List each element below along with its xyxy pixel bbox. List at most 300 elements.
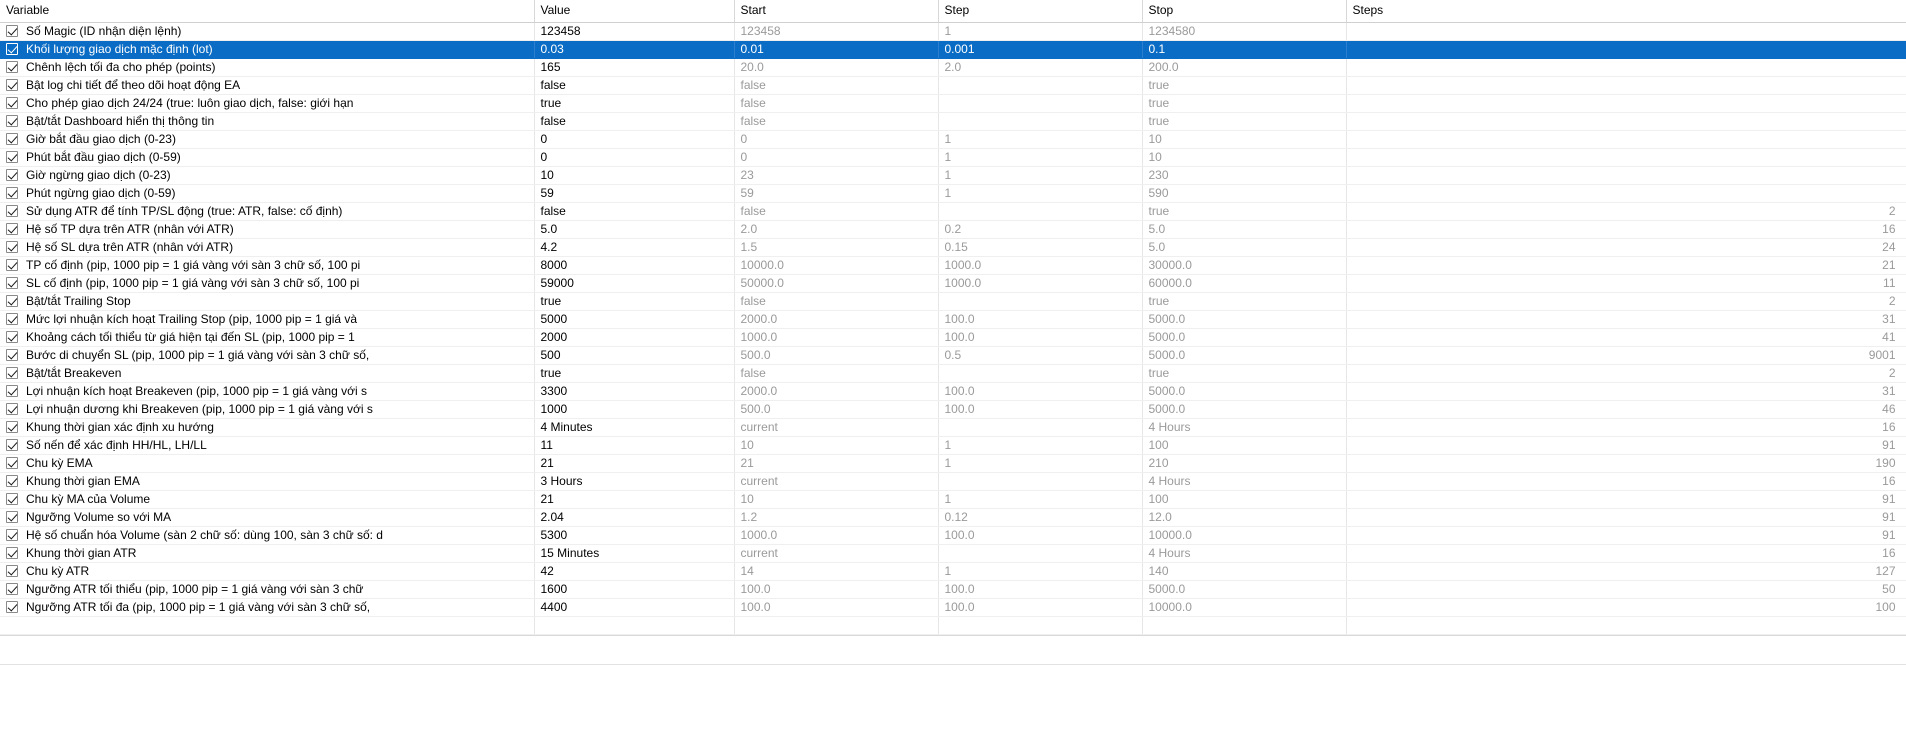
cell-start[interactable]: current — [734, 544, 938, 562]
cell-step[interactable]: 1000.0 — [938, 274, 1142, 292]
row-checkbox[interactable] — [6, 25, 18, 37]
cell-step[interactable]: 1 — [938, 22, 1142, 40]
cell-empty — [1142, 616, 1346, 634]
table-row[interactable] — [0, 310, 1906, 328]
cell-steps[interactable]: 16 — [1346, 220, 1906, 238]
cell-stop[interactable]: 5000.0 — [1142, 382, 1346, 400]
table-row[interactable] — [0, 292, 1906, 310]
cell-steps[interactable] — [1346, 130, 1906, 148]
cell-start[interactable]: 2.0 — [734, 220, 938, 238]
table-row[interactable] — [0, 58, 1906, 76]
cell-start[interactable]: false — [734, 76, 938, 94]
cell-step[interactable]: 1 — [938, 184, 1142, 202]
cell-stop[interactable]: true — [1142, 202, 1346, 220]
row-checkbox[interactable] — [6, 313, 18, 325]
cell-variable[interactable] — [0, 166, 534, 184]
cell-step[interactable]: 100.0 — [938, 382, 1142, 400]
cell-step[interactable]: 0.12 — [938, 508, 1142, 526]
cell-variable[interactable] — [0, 328, 534, 346]
cell-value[interactable]: 1600 — [534, 580, 734, 598]
cell-steps[interactable]: 91 — [1346, 526, 1906, 544]
table-row[interactable] — [0, 598, 1906, 616]
cell-step[interactable]: 1 — [938, 490, 1142, 508]
variable-label: Chu kỳ ATR — [26, 563, 90, 578]
variable-label: TP cố định (pip, 1000 pip = 1 giá vàng với sàn 3 chữ số, 100 pi — [26, 257, 361, 272]
cell-steps[interactable]: 41 — [1346, 328, 1906, 346]
row-checkbox[interactable] — [6, 223, 18, 235]
cell-value[interactable]: 5.0 — [534, 220, 734, 238]
cell-step[interactable] — [938, 544, 1142, 562]
cell-start[interactable]: 21 — [734, 454, 938, 472]
variable-label: Bật log chi tiết để theo dõi hoạt động EA — [26, 77, 241, 92]
table-row[interactable] — [0, 202, 1906, 220]
table-row[interactable] — [0, 418, 1906, 436]
cell-stop[interactable]: 140 — [1142, 562, 1346, 580]
table-row[interactable] — [0, 256, 1906, 274]
cell-stop[interactable]: 5.0 — [1142, 220, 1346, 238]
cell-value[interactable]: 15 Minutes — [534, 544, 734, 562]
cell-step[interactable]: 0.001 — [938, 40, 1142, 58]
cell-steps[interactable]: 16 — [1346, 472, 1906, 490]
cell-step[interactable] — [938, 418, 1142, 436]
cell-start[interactable]: 10 — [734, 490, 938, 508]
row-checkbox[interactable] — [6, 349, 18, 361]
row-checkbox[interactable] — [6, 295, 18, 307]
cell-variable[interactable] — [0, 40, 534, 58]
cell-value[interactable]: 500 — [534, 346, 734, 364]
cell-steps[interactable]: 91 — [1346, 436, 1906, 454]
cell-value[interactable]: 42 — [534, 562, 734, 580]
cell-step[interactable] — [938, 76, 1142, 94]
cell-empty — [0, 616, 534, 634]
table-row[interactable] — [0, 130, 1906, 148]
table-row[interactable] — [0, 40, 1906, 58]
cell-start[interactable]: 50000.0 — [734, 274, 938, 292]
cell-steps[interactable] — [1346, 58, 1906, 76]
cell-stop[interactable]: 10000.0 — [1142, 598, 1346, 616]
cell-value[interactable]: 4 Minutes — [534, 418, 734, 436]
cell-steps[interactable]: 16 — [1346, 418, 1906, 436]
row-checkbox[interactable] — [6, 457, 18, 469]
cell-value[interactable]: false — [534, 202, 734, 220]
row-checkbox[interactable] — [6, 277, 18, 289]
cell-stop[interactable]: 1234580 — [1142, 22, 1346, 40]
table-row[interactable] — [0, 580, 1906, 598]
cell-start[interactable]: 1.5 — [734, 238, 938, 256]
cell-start[interactable]: 14 — [734, 562, 938, 580]
row-checkbox[interactable] — [6, 79, 18, 91]
table-row[interactable] — [0, 526, 1906, 544]
cell-steps[interactable]: 190 — [1346, 454, 1906, 472]
cell-variable[interactable] — [0, 400, 534, 418]
cell-variable[interactable] — [0, 94, 534, 112]
table-row[interactable] — [0, 220, 1906, 238]
row-checkbox[interactable] — [6, 565, 18, 577]
cell-steps[interactable]: 24 — [1346, 238, 1906, 256]
cell-value[interactable]: 3300 — [534, 382, 734, 400]
cell-steps[interactable]: 11 — [1346, 274, 1906, 292]
cell-variable[interactable] — [0, 310, 534, 328]
cell-start[interactable]: 0 — [734, 148, 938, 166]
cell-step[interactable] — [938, 292, 1142, 310]
cell-steps[interactable]: 100 — [1346, 598, 1906, 616]
cell-stop[interactable]: 230 — [1142, 166, 1346, 184]
cell-value[interactable]: 0.03 — [534, 40, 734, 58]
table-row[interactable] — [0, 436, 1906, 454]
row-checkbox[interactable] — [6, 259, 18, 271]
table-row[interactable] — [0, 544, 1906, 562]
cell-stop[interactable]: 5.0 — [1142, 238, 1346, 256]
cell-steps[interactable] — [1346, 184, 1906, 202]
row-checkbox[interactable] — [6, 403, 18, 415]
variable-label: SL cố định (pip, 1000 pip = 1 giá vàng với sàn 3 chữ số, 100 pi — [26, 275, 360, 290]
variable-label: Bật/tắt Dashboard hiển thị thông tin — [26, 113, 215, 128]
cell-value[interactable]: true — [534, 364, 734, 382]
variable-label: Khối lượng giao dịch mặc định (lot) — [26, 41, 213, 56]
cell-steps[interactable]: 31 — [1346, 382, 1906, 400]
column-header-variable[interactable]: Variable — [0, 0, 534, 22]
row-checkbox[interactable] — [6, 475, 18, 487]
cell-variable[interactable] — [0, 148, 534, 166]
row-checkbox[interactable] — [6, 367, 18, 379]
table-row[interactable] — [0, 76, 1906, 94]
row-checkbox[interactable] — [6, 205, 18, 217]
cell-value[interactable]: 5000 — [534, 310, 734, 328]
cell-start[interactable]: 10000.0 — [734, 256, 938, 274]
cell-value[interactable]: 10 — [534, 166, 734, 184]
cell-variable[interactable] — [0, 454, 534, 472]
cell-start[interactable]: 2000.0 — [734, 310, 938, 328]
cell-step[interactable]: 1 — [938, 130, 1142, 148]
table-row[interactable] — [0, 112, 1906, 130]
cell-variable[interactable] — [0, 76, 534, 94]
cell-value[interactable]: 165 — [534, 58, 734, 76]
cell-steps[interactable] — [1346, 94, 1906, 112]
cell-variable[interactable] — [0, 220, 534, 238]
cell-stop[interactable]: 100 — [1142, 436, 1346, 454]
cell-start[interactable]: 59 — [734, 184, 938, 202]
table-header — [0, 0, 1906, 22]
cell-start[interactable]: 500.0 — [734, 346, 938, 364]
cell-steps[interactable] — [1346, 76, 1906, 94]
cell-stop[interactable]: 10 — [1142, 148, 1346, 166]
table-row[interactable] — [0, 562, 1906, 580]
cell-start[interactable]: 20.0 — [734, 58, 938, 76]
row-checkbox[interactable] — [6, 61, 18, 73]
cell-variable[interactable] — [0, 544, 534, 562]
table-row[interactable] — [0, 184, 1906, 202]
cell-step[interactable] — [938, 472, 1142, 490]
cell-stop[interactable]: 60000.0 — [1142, 274, 1346, 292]
table-row[interactable] — [0, 400, 1906, 418]
cell-step[interactable]: 100.0 — [938, 526, 1142, 544]
variable-label: Sử dụng ATR để tính TP/SL động (true: ATR, false: cố định) — [26, 203, 343, 218]
cell-step[interactable]: 1 — [938, 454, 1142, 472]
cell-value[interactable]: 4400 — [534, 598, 734, 616]
cell-step[interactable]: 1 — [938, 562, 1142, 580]
row-checkbox[interactable] — [6, 493, 18, 505]
cell-stop[interactable]: true — [1142, 112, 1346, 130]
cell-steps[interactable]: 2 — [1346, 292, 1906, 310]
row-checkbox[interactable] — [6, 583, 18, 595]
cell-variable[interactable] — [0, 202, 534, 220]
cell-step[interactable]: 100.0 — [938, 310, 1142, 328]
row-checkbox[interactable] — [6, 133, 18, 145]
cell-value[interactable]: 123458 — [534, 22, 734, 40]
row-checkbox[interactable] — [6, 547, 18, 559]
variable-label: Khung thời gian EMA — [26, 473, 140, 488]
table-row[interactable] — [0, 454, 1906, 472]
cell-start[interactable]: 2000.0 — [734, 382, 938, 400]
table-row[interactable] — [0, 382, 1906, 400]
cell-step[interactable]: 1 — [938, 166, 1142, 184]
cell-variable[interactable] — [0, 526, 534, 544]
variable-label: Phút ngừng giao dịch (0-59) — [26, 185, 176, 200]
cell-stop[interactable]: 5000.0 — [1142, 310, 1346, 328]
row-checkbox[interactable] — [6, 421, 18, 433]
cell-value[interactable]: false — [534, 112, 734, 130]
cell-stop[interactable]: 100 — [1142, 490, 1346, 508]
table-filler-row — [0, 616, 1906, 634]
cell-value[interactable]: 4.2 — [534, 238, 734, 256]
cell-variable[interactable] — [0, 346, 534, 364]
variable-label: Bật/tắt Trailing Stop — [26, 293, 131, 308]
table-row[interactable] — [0, 364, 1906, 382]
cell-variable[interactable] — [0, 292, 534, 310]
cell-start[interactable]: false — [734, 364, 938, 382]
cell-value[interactable]: true — [534, 94, 734, 112]
cell-step[interactable]: 100.0 — [938, 328, 1142, 346]
cell-start[interactable]: 23 — [734, 166, 938, 184]
cell-start[interactable]: 123458 — [734, 22, 938, 40]
cell-start[interactable]: 0 — [734, 130, 938, 148]
cell-empty — [938, 616, 1142, 634]
variable-label: Hệ số TP dựa trên ATR (nhân với ATR) — [26, 221, 234, 236]
cell-value[interactable]: 1000 — [534, 400, 734, 418]
row-checkbox[interactable] — [6, 151, 18, 163]
row-checkbox[interactable] — [6, 511, 18, 523]
row-checkbox[interactable] — [6, 187, 18, 199]
cell-empty — [1346, 616, 1906, 634]
cell-value[interactable]: 0 — [534, 148, 734, 166]
table-row[interactable] — [0, 346, 1906, 364]
cell-variable[interactable] — [0, 238, 534, 256]
cell-step[interactable]: 100.0 — [938, 580, 1142, 598]
cell-steps[interactable] — [1346, 22, 1906, 40]
variable-label: Ngưỡng Volume so với MA — [26, 509, 172, 524]
table-row[interactable] — [0, 508, 1906, 526]
cell-variable[interactable] — [0, 130, 534, 148]
cell-step[interactable] — [938, 364, 1142, 382]
row-checkbox[interactable] — [6, 331, 18, 343]
cell-stop[interactable]: 10 — [1142, 130, 1346, 148]
cell-step[interactable]: 100.0 — [938, 598, 1142, 616]
cell-start[interactable]: 10 — [734, 436, 938, 454]
cell-start[interactable]: 0.01 — [734, 40, 938, 58]
cell-stop[interactable]: true — [1142, 76, 1346, 94]
cell-stop[interactable]: 5000.0 — [1142, 346, 1346, 364]
cell-stop[interactable]: 0.1 — [1142, 40, 1346, 58]
cell-stop[interactable]: 590 — [1142, 184, 1346, 202]
cell-steps[interactable]: 91 — [1346, 508, 1906, 526]
cell-step[interactable]: 2.0 — [938, 58, 1142, 76]
cell-value[interactable]: false — [534, 76, 734, 94]
cell-step[interactable] — [938, 112, 1142, 130]
cell-stop[interactable]: true — [1142, 292, 1346, 310]
cell-variable[interactable] — [0, 580, 534, 598]
cell-variable[interactable] — [0, 598, 534, 616]
cell-start[interactable]: 100.0 — [734, 598, 938, 616]
column-header-value[interactable]: Value — [534, 0, 734, 22]
row-checkbox[interactable] — [6, 43, 18, 55]
table-row[interactable] — [0, 490, 1906, 508]
cell-value[interactable]: 8000 — [534, 256, 734, 274]
cell-steps[interactable]: 31 — [1346, 310, 1906, 328]
column-header-steps[interactable]: Steps — [1346, 0, 1906, 22]
cell-variable[interactable] — [0, 58, 534, 76]
cell-step[interactable] — [938, 202, 1142, 220]
cell-steps[interactable]: 21 — [1346, 256, 1906, 274]
cell-stop[interactable]: 4 Hours — [1142, 544, 1346, 562]
row-checkbox[interactable] — [6, 97, 18, 109]
cell-steps[interactable] — [1346, 40, 1906, 58]
cell-stop[interactable]: 12.0 — [1142, 508, 1346, 526]
cell-variable[interactable] — [0, 184, 534, 202]
cell-stop[interactable]: 5000.0 — [1142, 580, 1346, 598]
cell-steps[interactable] — [1346, 166, 1906, 184]
row-checkbox[interactable] — [6, 169, 18, 181]
row-checkbox[interactable] — [6, 115, 18, 127]
table-row[interactable] — [0, 328, 1906, 346]
cell-steps[interactable] — [1346, 112, 1906, 130]
cell-stop[interactable]: 10000.0 — [1142, 526, 1346, 544]
row-checkbox[interactable] — [6, 601, 18, 613]
cell-variable[interactable] — [0, 22, 534, 40]
variable-label: Chu kỳ MA của Volume — [26, 491, 151, 506]
cell-stop[interactable]: true — [1142, 94, 1346, 112]
cell-empty — [534, 616, 734, 634]
cell-start[interactable]: 1000.0 — [734, 526, 938, 544]
cell-start[interactable]: false — [734, 202, 938, 220]
cell-variable[interactable] — [0, 112, 534, 130]
cell-value[interactable]: 0 — [534, 130, 734, 148]
variable-label: Chênh lệch tối đa cho phép (points) — [26, 59, 216, 74]
cell-start[interactable]: 1000.0 — [734, 328, 938, 346]
cell-variable[interactable] — [0, 382, 534, 400]
table-row[interactable] — [0, 94, 1906, 112]
cell-value[interactable]: 2000 — [534, 328, 734, 346]
variable-label: Ngưỡng ATR tối thiểu (pip, 1000 pip = 1 giá vàng với sàn 3 chữ — [26, 581, 364, 596]
cell-variable[interactable] — [0, 436, 534, 454]
variable-label: Giờ ngừng giao dịch (0-23) — [26, 167, 171, 182]
cell-step[interactable]: 1000.0 — [938, 256, 1142, 274]
cell-start[interactable]: 500.0 — [734, 400, 938, 418]
cell-start[interactable]: false — [734, 112, 938, 130]
cell-stop[interactable]: true — [1142, 364, 1346, 382]
cell-value[interactable]: 2.04 — [534, 508, 734, 526]
cell-stop[interactable]: 30000.0 — [1142, 256, 1346, 274]
cell-stop[interactable]: 5000.0 — [1142, 328, 1346, 346]
cell-value[interactable]: 59 — [534, 184, 734, 202]
table-row[interactable] — [0, 274, 1906, 292]
cell-stop[interactable]: 200.0 — [1142, 58, 1346, 76]
table-row[interactable] — [0, 22, 1906, 40]
cell-value[interactable]: true — [534, 292, 734, 310]
row-checkbox[interactable] — [6, 439, 18, 451]
cell-steps[interactable]: 127 — [1346, 562, 1906, 580]
cell-value[interactable]: 11 — [534, 436, 734, 454]
cell-variable[interactable] — [0, 562, 534, 580]
cell-step[interactable]: 0.2 — [938, 220, 1142, 238]
cell-steps[interactable]: 50 — [1346, 580, 1906, 598]
column-header-stop[interactable]: Stop — [1142, 0, 1346, 22]
cell-stop[interactable]: 210 — [1142, 454, 1346, 472]
variable-label: Bước di chuyển SL (pip, 1000 pip = 1 giá vàng với sàn 3 chữ số, — [26, 347, 370, 362]
cell-steps[interactable]: 2 — [1346, 364, 1906, 382]
row-checkbox[interactable] — [6, 385, 18, 397]
cell-variable[interactable] — [0, 508, 534, 526]
cell-stop[interactable]: 4 Hours — [1142, 472, 1346, 490]
table-row[interactable] — [0, 238, 1906, 256]
cell-start[interactable]: current — [734, 472, 938, 490]
cell-start[interactable]: false — [734, 292, 938, 310]
cell-steps[interactable]: 46 — [1346, 400, 1906, 418]
variable-label: Lợi nhuận kích hoạt Breakeven (pip, 1000 pip = 1 giá vàng với s — [26, 383, 367, 398]
table-row[interactable] — [0, 148, 1906, 166]
cell-stop[interactable]: 5000.0 — [1142, 400, 1346, 418]
cell-value[interactable]: 21 — [534, 454, 734, 472]
cell-variable[interactable] — [0, 418, 534, 436]
cell-step[interactable] — [938, 94, 1142, 112]
cell-variable[interactable] — [0, 274, 534, 292]
cell-step[interactable]: 100.0 — [938, 400, 1142, 418]
column-header-start[interactable]: Start — [734, 0, 938, 22]
table-header-row — [0, 0, 1906, 22]
cell-steps[interactable]: 2 — [1346, 202, 1906, 220]
table-row[interactable] — [0, 472, 1906, 490]
cell-step[interactable]: 0.5 — [938, 346, 1142, 364]
cell-step[interactable]: 1 — [938, 148, 1142, 166]
cell-value[interactable]: 59000 — [534, 274, 734, 292]
cell-variable[interactable] — [0, 490, 534, 508]
cell-steps[interactable]: 16 — [1346, 544, 1906, 562]
table-row[interactable] — [0, 166, 1906, 184]
cell-variable[interactable] — [0, 364, 534, 382]
variable-label: Mức lợi nhuận kích hoạt Trailing Stop (pip, 1000 pip = 1 giá và — [26, 311, 358, 326]
cell-variable[interactable] — [0, 472, 534, 490]
cell-steps[interactable]: 91 — [1346, 490, 1906, 508]
cell-steps[interactable]: 9001 — [1346, 346, 1906, 364]
cell-start[interactable]: current — [734, 418, 938, 436]
cell-step[interactable]: 1 — [938, 436, 1142, 454]
variable-label: Khung thời gian xác định xu hướng — [26, 419, 214, 434]
cell-value[interactable]: 3 Hours — [534, 472, 734, 490]
cell-start[interactable]: 100.0 — [734, 580, 938, 598]
variable-label: Khoảng cách tối thiểu từ giá hiện tại đến SL (pip, 1000 pip = 1 — [26, 329, 355, 344]
cell-steps[interactable] — [1346, 148, 1906, 166]
row-checkbox[interactable] — [6, 241, 18, 253]
cell-value[interactable]: 21 — [534, 490, 734, 508]
cell-variable[interactable] — [0, 256, 534, 274]
row-checkbox[interactable] — [6, 529, 18, 541]
cell-stop[interactable]: 4 Hours — [1142, 418, 1346, 436]
cell-step[interactable]: 0.15 — [938, 238, 1142, 256]
column-header-step[interactable]: Step — [938, 0, 1142, 22]
cell-value[interactable]: 5300 — [534, 526, 734, 544]
cell-start[interactable]: 1.2 — [734, 508, 938, 526]
cell-start[interactable]: false — [734, 94, 938, 112]
variable-label: Ngưỡng ATR tối đa (pip, 1000 pip = 1 giá vàng với sàn 3 chữ số, — [26, 599, 371, 614]
